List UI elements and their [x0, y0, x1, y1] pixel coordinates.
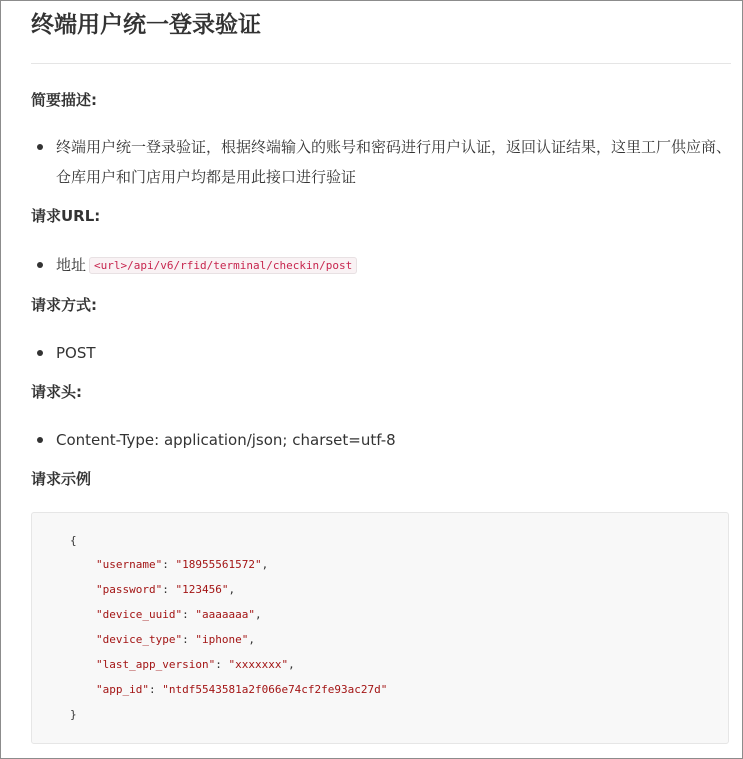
code-key: "device_uuid" — [96, 608, 183, 621]
example-heading: 请求示例 — [31, 470, 92, 488]
list-item — [31, 250, 731, 281]
description-text: 终端用户统一登录验证，根据终端输入的账号和密码进行用户认证，返回认证结果，这里工厂供应商、仓库用户和门店用户均都是用此接口进行验证 — [56, 138, 732, 186]
code-key: "device_type" — [96, 633, 183, 646]
code-suffix: , — [228, 583, 236, 596]
method-list — [31, 338, 731, 368]
headers-list — [31, 425, 731, 455]
code-key: "username" — [96, 558, 163, 571]
bullet-icon — [37, 350, 43, 356]
description-heading: 简要描述: — [31, 91, 97, 109]
method-heading: 请求方式: — [31, 296, 97, 314]
code-key: "last_app_version" — [96, 658, 216, 671]
code-line: "device_uuid": "aaaaaaa", — [96, 608, 262, 621]
code-value: "xxxxxxx" — [228, 658, 289, 671]
bullet-icon — [37, 144, 43, 150]
bullet-icon — [37, 262, 43, 268]
bullet-icon — [37, 437, 43, 443]
code-line: "device_type": "iphone", — [96, 633, 255, 646]
code-line: "password": "123456", — [96, 583, 236, 596]
code-value: "123456" — [175, 583, 229, 596]
description-list — [31, 132, 731, 192]
code-key: "app_id" — [96, 683, 149, 696]
code-line: "username": "18955561572", — [96, 558, 269, 571]
list-item — [31, 425, 731, 455]
code-value: "18955561572" — [175, 558, 262, 571]
url-list — [31, 250, 731, 281]
headers-heading: 请求头: — [31, 383, 82, 401]
code-value: "aaaaaaa" — [195, 608, 255, 621]
code-key: "password" — [96, 583, 163, 596]
code-value: "ntdf5543581a2f066e74cf2fe93ac27d" — [162, 683, 388, 696]
url-code: <url>/api/v6/rfid/terminal/checkin/post — [89, 257, 357, 274]
list-item — [31, 338, 731, 368]
code-line: "last_app_version": "xxxxxxx", — [96, 658, 295, 671]
url-heading: 请求URL: — [31, 207, 101, 225]
code-line: "app_id": "ntdf5543581a2f066e74cf2fe93ac27d" — [96, 683, 388, 696]
page-title: 终端用户统一登录验证 — [31, 12, 261, 38]
code-open-brace: { — [70, 534, 77, 547]
code-suffix: , — [248, 633, 255, 646]
list-item — [31, 132, 731, 192]
title-divider — [31, 63, 731, 64]
code-close-brace: } — [70, 708, 77, 721]
headers-value: Content-Type: application/json; charset=utf-8 — [56, 431, 396, 449]
code-suffix: , — [254, 608, 262, 621]
code-value: "iphone" — [195, 633, 249, 646]
code-suffix: , — [261, 558, 269, 571]
method-value: POST — [56, 344, 96, 362]
url-label: 地址 — [56, 256, 87, 274]
example-code-block — [31, 512, 729, 744]
code-suffix: , — [288, 658, 295, 671]
